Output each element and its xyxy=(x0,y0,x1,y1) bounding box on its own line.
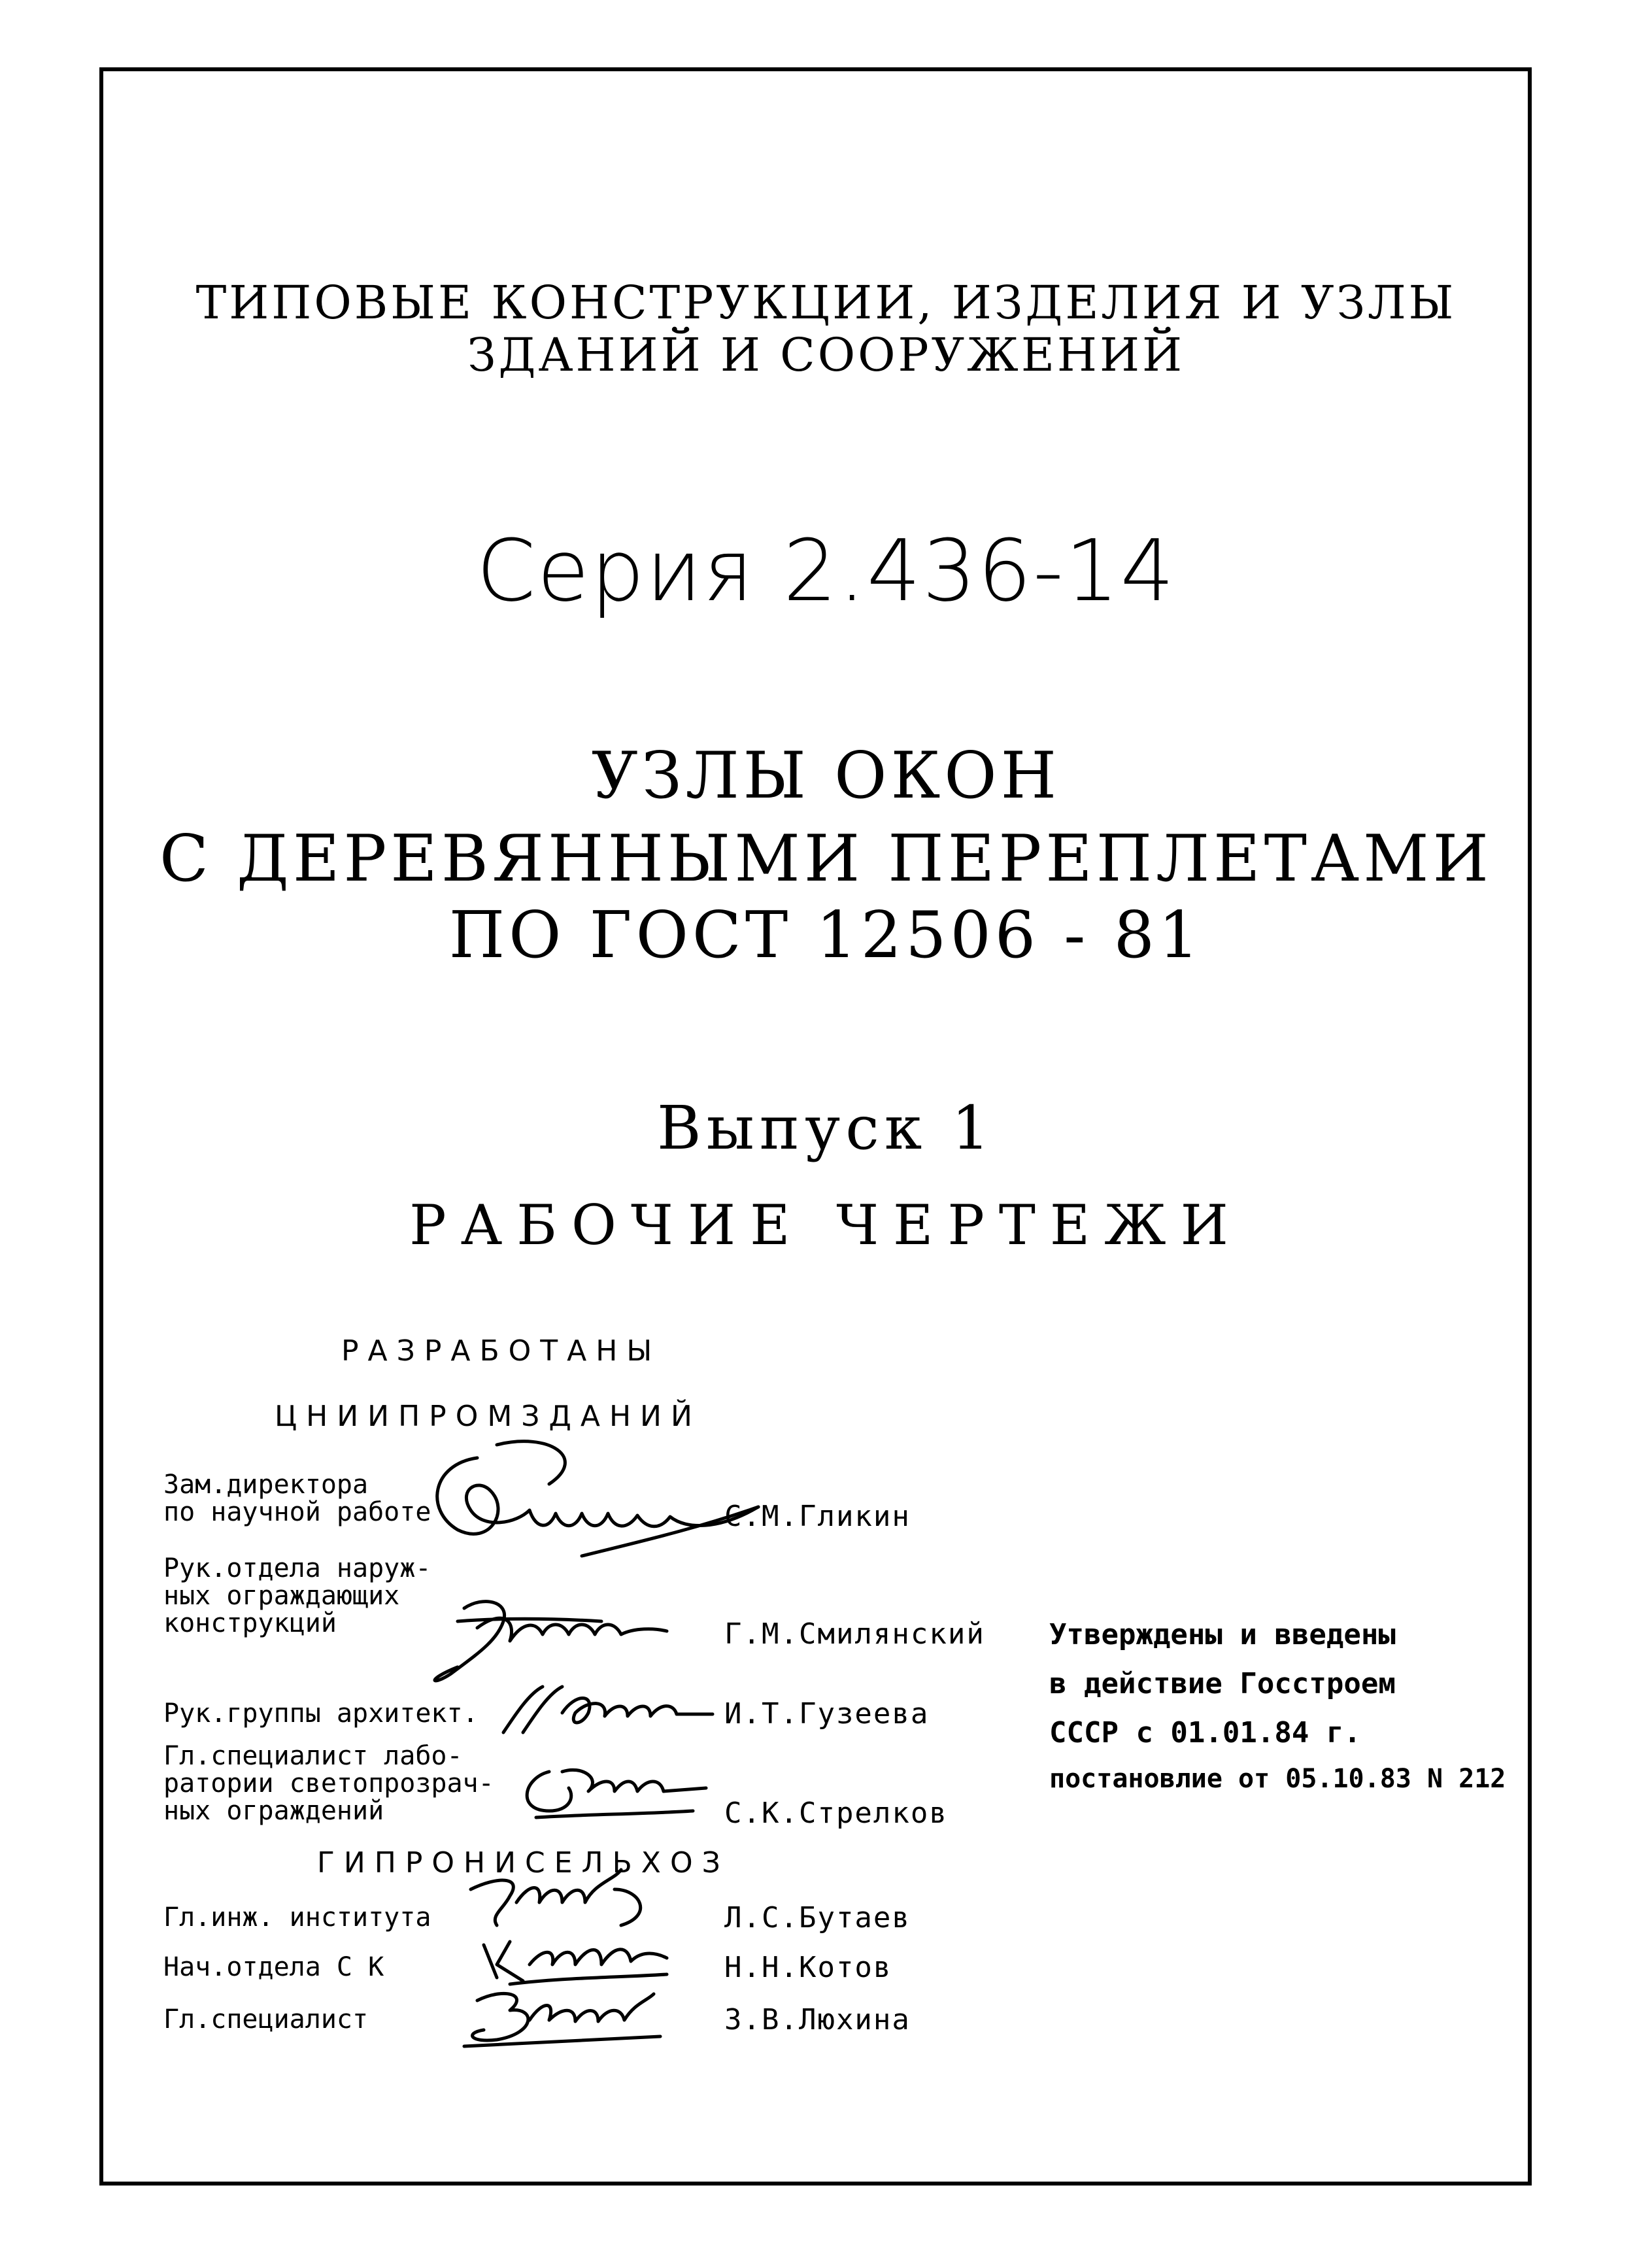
signature-lyukhina xyxy=(451,1981,673,2053)
approval-line3: СССР с 01.01.84 г. xyxy=(1049,1716,1361,1749)
org2-name: ГИПРОНИСЕЛЬХОЗ xyxy=(317,1846,730,1880)
org1-role-3: Гл.специалист лабо- ратории светопрозрач- ных ограждений xyxy=(163,1741,494,1826)
approval-line4: постановлие от 05.10.83 N 212 xyxy=(1049,1764,1506,1794)
developed-label: РАЗРАБОТАНЫ xyxy=(341,1334,662,1368)
org1-role-1: Рук.отдела наруж- ных ограждающих конструкций xyxy=(163,1553,431,1638)
title-line1: УЗЛЫ ОКОН xyxy=(591,739,1061,813)
org2-person-1: Н.Н.Котов xyxy=(724,1951,892,1984)
org2-person-2: З.В.Люхина xyxy=(724,2003,911,2036)
series-number: Серия 2.436-14 xyxy=(476,521,1176,620)
approval-line1: Утверждены и введены xyxy=(1049,1618,1396,1651)
org1-person-0: С.М.Гликин xyxy=(724,1500,911,1533)
issue-subtitle: РАБОЧИЕ ЧЕРТЕЖИ xyxy=(409,1193,1243,1257)
signature-glikin xyxy=(418,1432,784,1562)
issue-number: Выпуск 1 xyxy=(656,1093,996,1163)
org1-role-0: Зам.директора по научной работе xyxy=(163,1470,431,1527)
approval-line2: в действие Госстроем xyxy=(1049,1667,1396,1700)
org1-person-2: И.Т.Гузеева xyxy=(724,1697,930,1730)
title-line2: С ДЕРЕВЯННЫМИ ПЕРЕПЛЕТАМИ xyxy=(160,822,1492,896)
org2-role-0: Гл.инж. института xyxy=(163,1902,431,1933)
org1-person-1: Г.М.Смилянский xyxy=(724,1617,985,1651)
signature-strelkov xyxy=(510,1752,719,1831)
org1-name: ЦНИИПРОМЗДАНИЙ xyxy=(275,1400,701,1433)
signature-guzeeva xyxy=(497,1674,719,1746)
series-heading-line1: ТИПОВЫЕ КОНСТРУКЦИИ, ИЗДЕЛИЯ И УЗЛЫ xyxy=(195,276,1457,329)
signature-butaev xyxy=(458,1863,667,1935)
org2-role-1: Нач.отдела С К xyxy=(163,1952,384,1982)
org1-role-2: Рук.группы архитект. xyxy=(163,1698,479,1729)
org2-role-2: Гл.специалист xyxy=(163,2004,369,2034)
org1-person-3: С.К.Стрелков xyxy=(724,1797,948,1830)
title-line3: ПО ГОСТ 12506 - 81 xyxy=(448,898,1204,973)
org2-person-0: Л.С.Бутаев xyxy=(724,1901,911,1934)
series-heading-line2: ЗДАНИЙ И СООРУЖЕНИЙ xyxy=(467,328,1185,382)
